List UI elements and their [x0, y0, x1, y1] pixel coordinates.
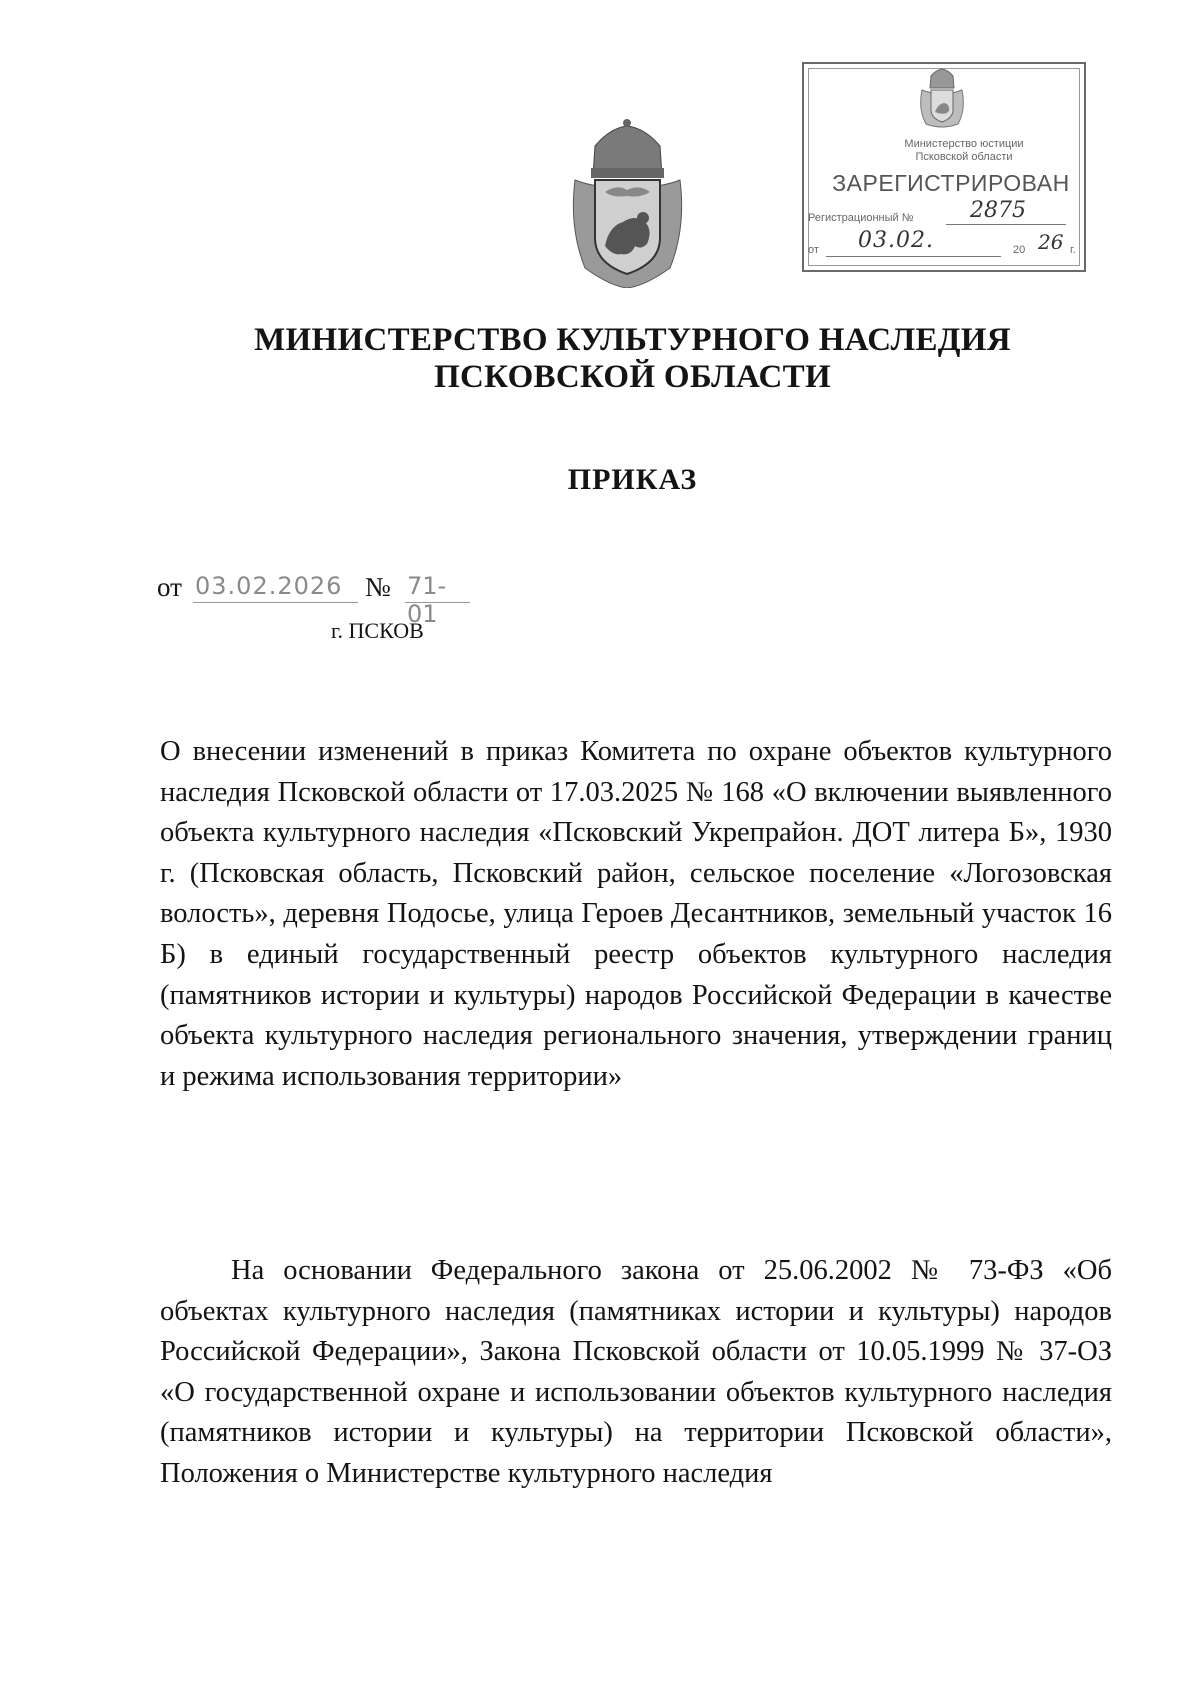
order-date-underline	[193, 602, 358, 603]
order-basis-paragraph: На основании Федерального закона от 25.06.2002 № 73-ФЗ «Об объектах культурного наследия (памятниках истории и культуры) народов Российской Федерации», Закона Псковской области от 10.05.1999 № 37-ОЗ «О государственной охране и использовании объектов культурного наследия (памятников истории и культуры) на территории Псковской области», Положения о Министерстве культурного наследия	[160, 1255, 1112, 1489]
stamp-year-value: 26	[1038, 230, 1064, 254]
order-date-label: от	[157, 572, 182, 602]
stamp-date-row	[808, 228, 1084, 256]
stamp-date-value: 03.02.	[858, 228, 934, 253]
stamp-ministry-line2: Псковской области	[915, 151, 1013, 163]
stamp-date-underline	[826, 256, 1001, 257]
stamp-reg-underline	[946, 224, 1066, 225]
stamp-ministry-name	[844, 138, 1084, 164]
order-city: г. ПСКОВ	[331, 618, 424, 643]
order-date: 03.02.2026	[195, 572, 343, 600]
stamp-reg-number: 2875	[970, 198, 1026, 223]
ministry-heading-line1: МИНИСТЕРСТВО КУЛЬТУРНОГО НАСЛЕДИЯ	[254, 322, 1011, 358]
stamp-registered-label: ЗАРЕГИСТРИРОВАН	[832, 170, 1070, 196]
ministry-heading-line2: ПСКОВСКОЙ ОБЛАСТИ	[434, 359, 831, 395]
stamp-year-prefix: 20	[1013, 244, 1026, 256]
stamp-reg-number-row	[808, 198, 1078, 224]
stamp-coat-of-arms-icon	[916, 66, 968, 130]
registration-stamp	[802, 62, 1086, 272]
stamp-reg-label: Регистрационный №	[808, 212, 914, 224]
document-type-title: ПРИКАЗ	[567, 463, 698, 496]
coat-of-arms-icon	[565, 118, 690, 288]
stamp-year-suffix: г.	[1070, 244, 1076, 256]
order-subject-paragraph: О внесении изменений в приказ Комитета по охране объектов культурного наследия Псковской области от 17.03.2025 № 168 «О включении выявленного объекта культурного наследия «Псковский Укрепрайон. ДОТ литера Б», 1930 г. (Псковская область, Псковский район, сельское поселение «Логозовская волость», деревня Подосье, улица Героев Десантников, земельный участок 16 Б) в единый государственный реестр объектов культурного наследия (памятников истории и культуры) народов Российской Федерации в качестве объекта культурного наследия регионального значения, утверждении границ и режима использования территории»	[160, 736, 1112, 1092]
order-number-underline	[405, 602, 470, 603]
ministry-heading	[0, 322, 1200, 396]
order-number: 71-01	[407, 572, 447, 628]
order-number-label: №	[365, 572, 391, 602]
stamp-date-prefix: от	[808, 244, 819, 256]
stamp-ministry-line1: Министерство юстиции	[904, 138, 1024, 150]
